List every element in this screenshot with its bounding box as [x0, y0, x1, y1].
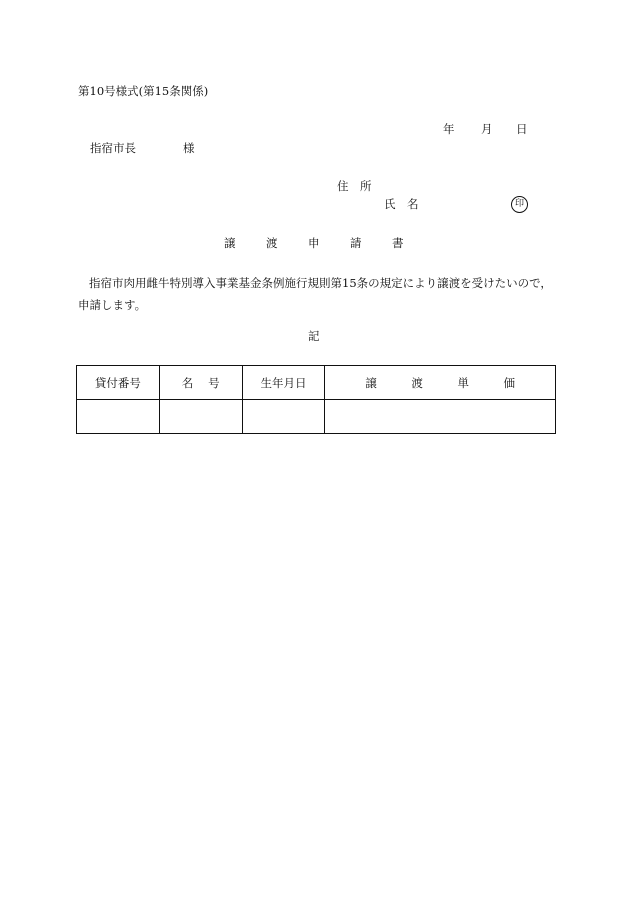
header-name-char: 号	[208, 375, 220, 390]
title-char: 申	[308, 236, 320, 250]
addressee-name: 指宿市長	[90, 141, 136, 155]
header-name-char: 名	[181, 375, 194, 390]
applicant-name-label: 氏 名	[384, 197, 419, 211]
header-price-char: 単	[457, 375, 469, 390]
header-birth-date: 生年月日	[242, 366, 325, 400]
loan-table	[76, 365, 556, 434]
title-char: 渡	[266, 236, 278, 250]
title-char: 書	[392, 236, 404, 250]
date-month-label: 月	[481, 122, 493, 136]
date-year-label: 年	[443, 122, 455, 136]
birth-date-cell[interactable]	[242, 400, 325, 434]
title-char: 譲	[224, 236, 236, 250]
seal-mark-icon: 印	[511, 196, 528, 213]
header-loan-number: 貸付番号	[77, 366, 160, 400]
form-number: 第10号様式(第15条関係)	[78, 84, 209, 98]
transfer-price-cell[interactable]	[325, 400, 556, 434]
header-name	[159, 366, 242, 400]
ki-heading: 記	[308, 329, 320, 343]
date-day-label: 日	[516, 122, 528, 136]
application-body-text: 指宿市肉用雌牛特別導入事業基金条例施行規則第15条の規定により譲渡を受けたいので，申請します。	[78, 276, 552, 312]
header-price-char: 譲	[365, 375, 377, 390]
header-price-char: 価	[503, 375, 515, 390]
loan-number-cell[interactable]	[77, 400, 160, 434]
header-transfer-price	[325, 366, 556, 400]
table-row	[77, 400, 556, 434]
table-header-row	[77, 366, 556, 400]
header-price-char: 渡	[411, 375, 423, 390]
addressee-honorific: 様	[183, 141, 195, 155]
name-cell[interactable]	[159, 400, 242, 434]
title-char: 請	[350, 236, 362, 250]
applicant-address-label: 住 所	[337, 179, 372, 193]
